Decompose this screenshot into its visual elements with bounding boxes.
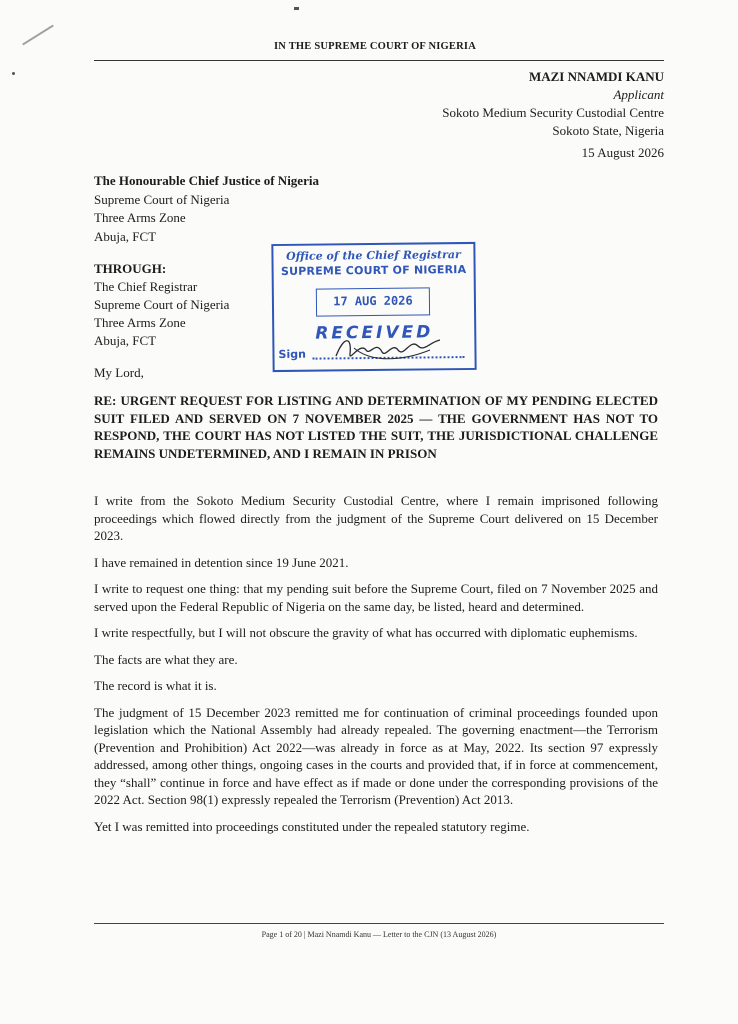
stamp-received: RECEIVED: [315, 322, 434, 344]
body-paragraph: The judgment of 15 December 2023 remitted me for continuation of criminal proceedings founded upon legislation which the National Assembly had already repealed. The governing enactment—the Terrorism (Prevention and Prohibition) Act 2022—was already in force as at May, 2022. Its section 97 expressly addressed, among other things, ongoing cases in the courts and provided that, if in force at commencement, they “shall” continue in force and have effect as if made or done under the corresponding provisions of the 2022 Act. Section 98(1) expressly repealed the Terrorism (Prevention) Act 2013.: [94, 704, 658, 807]
footer-rule: [94, 923, 664, 924]
body-paragraph: The facts are what they are.: [94, 651, 238, 667]
scan-artifact: [12, 72, 15, 75]
sender-name: MAZI NNAMDI KANU: [528, 69, 664, 84]
subject-line: RE: URGENT REQUEST FOR LISTING AND DETERMINATION OF MY PENDING ELECTED SUIT FILED AND SERVED ON 7 NOVEMBER 2025 — THE GOVERNMENT HAS NOT TO RESPOND, THE COURT HAS NOT LISTED THE SUIT, THE JURISDICTIONAL CHALLENGE REMAINS UNDETERMINED, AND I REMAIN IN PRISON: [94, 393, 658, 461]
body-paragraph: I write to request one thing: that my pending suit before the Supreme Court, filed on 7 November 2025 and served upon the Federal Republic of Nigeria on the same day, be listed, heard and determined.: [94, 581, 658, 614]
body-paragraph: I write from the Sokoto Medium Security Custodial Centre, where I remain imprisoned following proceedings which flowed directly from the judgment of the Supreme Court delivered on 15 December 2023.: [94, 493, 658, 543]
through-line: Abuja, FCT: [94, 333, 157, 348]
through-line: The Chief Registrar: [94, 279, 198, 294]
handwritten-signature: [330, 328, 450, 368]
stamp-date-box: [316, 287, 430, 316]
through-line: Supreme Court of Nigeria: [94, 297, 230, 312]
through-line: Three Arms Zone: [94, 315, 186, 330]
header-rule: [94, 60, 664, 61]
scan-artifact: [22, 25, 54, 46]
page-footer: Page 1 of 20 | Mazi Nnamdi Kanu — Letter to the CJN (13 August 2026): [261, 930, 497, 939]
through-block: [94, 260, 229, 350]
stamp-sign-label: Sign: [278, 347, 306, 362]
body-paragraph: The record is what it is.: [94, 678, 217, 693]
sender-role: Applicant: [613, 87, 664, 102]
stamp-date: 17 AUG 2026: [333, 293, 413, 309]
body-paragraph: I have remained in detention since 19 June 2021.: [94, 554, 349, 570]
sender-address-line: Sokoto Medium Security Custodial Centre: [442, 105, 664, 120]
addressee-line: Supreme Court of Nigeria: [94, 191, 230, 207]
sender-address-line: Sokoto State, Nigeria: [552, 123, 664, 138]
through-label: THROUGH:: [94, 261, 167, 276]
letter-date: 15 August 2026: [581, 145, 664, 160]
greeting: My Lord,: [94, 365, 144, 380]
addressee-block: [94, 172, 319, 246]
letter-body: [94, 492, 658, 844]
sender-block: [442, 68, 664, 162]
stamp-court: SUPREME COURT OF NIGERIA: [280, 263, 467, 278]
addressee-line: Abuja, FCT: [94, 228, 157, 244]
body-paragraph: I write respectfully, but I will not obscure the gravity of what has occurred with diplomatic euphemisms.: [94, 625, 638, 640]
body-paragraph: Yet I was remitted into proceedings constituted under the repealed statutory regime.: [94, 818, 530, 834]
addressee-line: Three Arms Zone: [94, 210, 186, 225]
stamp-office: Office of the Chief Registrar: [286, 248, 461, 263]
scan-artifact: [294, 7, 299, 10]
addressee-title: The Honourable Chief Justice of Nigeria: [94, 173, 319, 188]
court-header: IN THE SUPREME COURT OF NIGERIA: [274, 41, 476, 52]
